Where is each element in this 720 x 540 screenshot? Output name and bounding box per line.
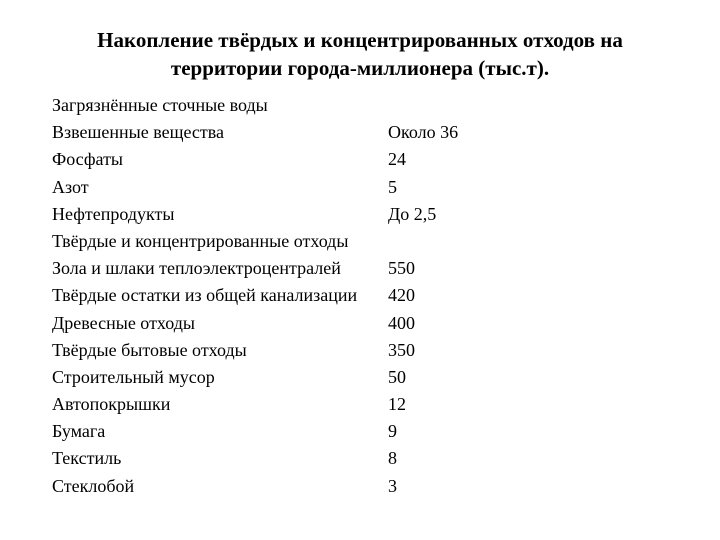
- row-value: До 2,5: [388, 203, 437, 224]
- row-label: Автопокрышки: [52, 394, 171, 415]
- row-label: Зола и шлаки теплоэлектроцентралей: [52, 258, 341, 279]
- table-row: [52, 310, 672, 337]
- row-value: 8: [388, 448, 397, 469]
- table-row: [52, 445, 672, 472]
- page-title-line-1: Накопление твёрдых и концентрированных отходов на: [97, 28, 623, 52]
- table-row: [52, 364, 672, 391]
- table-row: [52, 418, 672, 445]
- table-row: [52, 391, 672, 418]
- row-label: Загрязнённые сточные воды: [52, 95, 268, 115]
- row-label: Нефтепродукты: [52, 203, 175, 224]
- row-value: Около 36: [388, 122, 459, 143]
- table-row: [52, 282, 672, 309]
- row-value: 420: [388, 285, 415, 306]
- table-row: [52, 201, 672, 228]
- row-label: Древесные отходы: [52, 312, 195, 333]
- table-row: [52, 146, 672, 173]
- waste-table: [52, 92, 672, 500]
- row-value: 400: [388, 312, 415, 333]
- table-row: [52, 255, 672, 282]
- row-label: Твёрдые и концентрированные отходы: [52, 230, 349, 251]
- table-row: [52, 473, 672, 500]
- page-title-line-2: территории города-миллионера (тыс.т).: [170, 56, 550, 80]
- row-value: 3: [388, 475, 397, 496]
- row-value: 12: [388, 394, 406, 415]
- row-label: Азот: [52, 176, 89, 197]
- row-label: Твёрдые остатки из общей канализации: [52, 285, 358, 306]
- table-row-section-wastewater: [52, 92, 672, 119]
- table-row: [52, 337, 672, 364]
- row-label: Стеклобой: [52, 475, 135, 496]
- row-value: 5: [388, 176, 397, 197]
- row-value: 9: [388, 421, 397, 442]
- row-label: Фосфаты: [52, 149, 124, 170]
- row-value: 50: [388, 366, 406, 387]
- row-label: Твёрдые бытовые отходы: [52, 339, 247, 360]
- table-row: [52, 119, 672, 146]
- row-value: 350: [388, 339, 415, 360]
- row-value: 24: [388, 149, 406, 170]
- row-value: 550: [388, 258, 415, 279]
- row-label: Бумага: [52, 421, 106, 442]
- row-label: Строительный мусор: [52, 366, 215, 387]
- row-label: Текстиль: [52, 448, 122, 469]
- table-row-section-solid-waste: [52, 228, 672, 255]
- table-row: [52, 174, 672, 201]
- row-label: Взвешенные вещества: [52, 122, 224, 143]
